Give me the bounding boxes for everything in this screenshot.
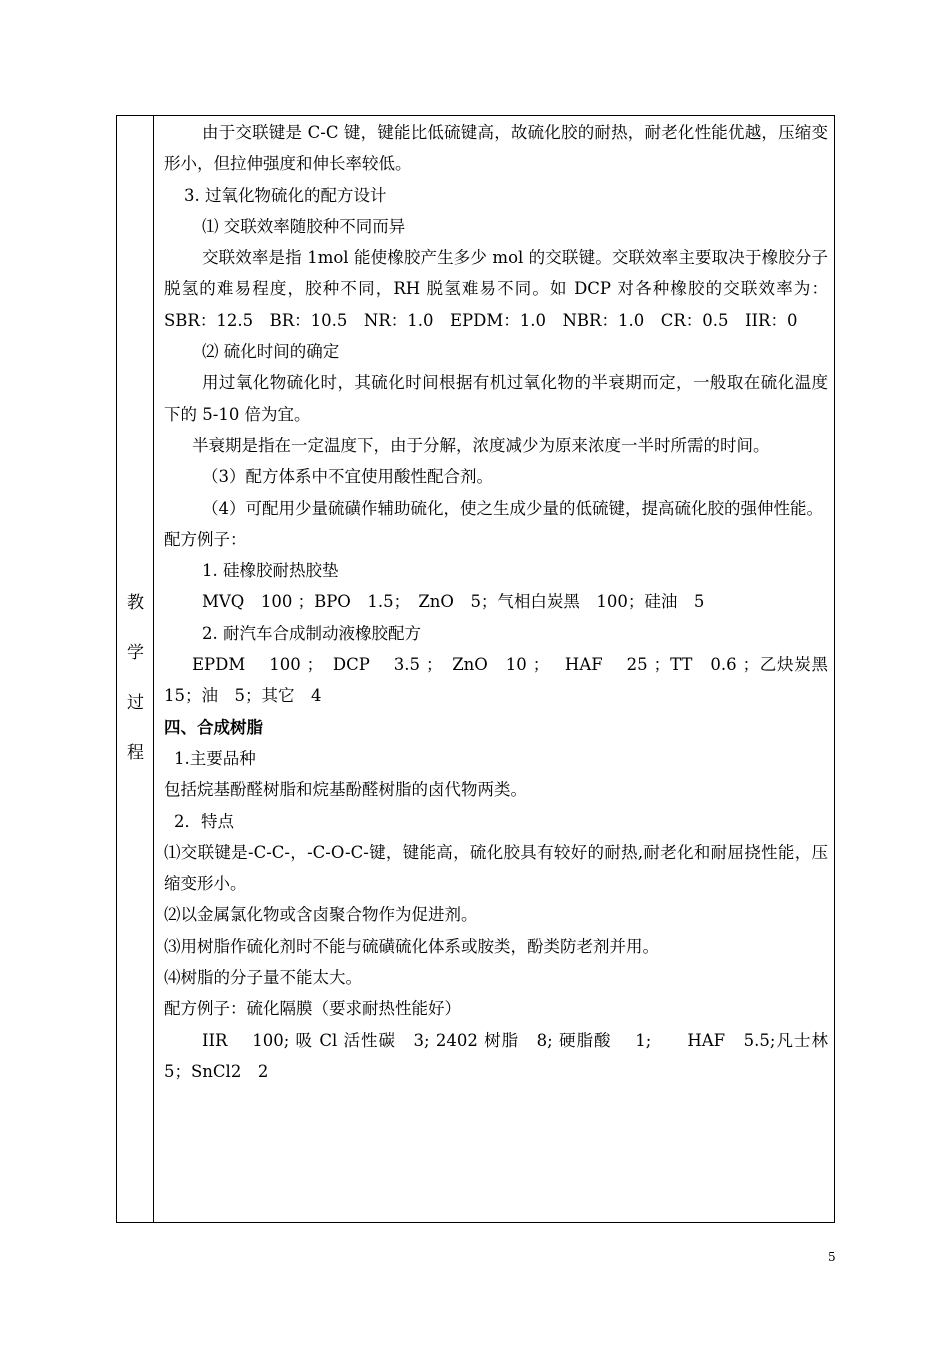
list-item: ⑵以金属氯化物或含卤聚合物作为促进剂。: [164, 905, 478, 925]
section-heading: 2．特点: [174, 811, 234, 831]
content-cell: [164, 117, 845, 1087]
side-label-column: [118, 578, 153, 778]
formula-line: EPDM 100 ； DCP 3.5 ； ZnO 10 ； HAF 25 ；TT 0.6 ；乙炔炭黑 15；油 5；其它 4: [164, 655, 845, 706]
example-title: 2. 耐汽车合成制动液橡胶配方: [202, 623, 421, 643]
formula-line: MVQ 100 ；BPO 1.5； ZnO 5；气相白炭黑 100；硅油 5: [202, 592, 705, 612]
paragraph: （3）配方体系中不宜使用酸性配合剂。: [202, 467, 493, 487]
paragraph: 由于交联键是 C-C 键，键能比低硫键高，故硫化胶的耐热，耐老化性能优越，压缩变形小，但拉伸强度和伸长率较低。: [164, 123, 828, 174]
example-title: 1. 硅橡胶耐热胶垫: [202, 561, 339, 581]
example-label: 配方例子：: [164, 529, 247, 549]
side-label-char: 教: [127, 593, 144, 613]
example-label: 配方例子：硫化隔膜（要求耐热性能好）: [164, 999, 461, 1019]
subsection-heading: ⑵ 硫化时间的确定: [202, 342, 340, 362]
paragraph: 包括烷基酚醛树脂和烷基酚醛树脂的卤代物两类。: [164, 780, 527, 800]
paragraph: 用过氧化物硫化时，其硫化时间根据有机过氧化物的半衰期而定，一般取在硫化温度下的 5-10 倍为宜。: [164, 373, 828, 424]
subsection-heading: ⑴ 交联效率随胶种不同而异: [202, 216, 406, 236]
list-item: ⑷树脂的分子量不能太大。: [164, 968, 362, 988]
paragraph: （4）可配用少量硫磺作辅助硫化，使之生成少量的低硫键，提高硫化胶的强伸性能。: [202, 498, 823, 518]
paragraph: 交联效率是指 1mol 能使橡胶产生多少 mol 的交联键。交联效率主要取决于橡胶分子脱氢的难易程度，胶种不同，RH 脱氢难易不同。如 DCP 对各种橡胶的交联效率为：SBR：12.5 BR：10.5 NR：1.0 EPDM：1.0 NBR：1.0 CR：0.5 IIR：0: [164, 248, 828, 330]
section-heading: 1.主要品种: [174, 748, 256, 768]
chapter-heading: 四、合成树脂: [164, 717, 263, 737]
formula-line: IIR 100; 吸 Cl 活性碳 3; 2402 树脂 8; 硬脂酸 1; HAF 5.5;凡士林 5；SnCl2 2: [164, 1030, 845, 1081]
paragraph: 半衰期是指在一定温度下，由于分解，浓度减少为原来浓度一半时所需的时间。: [192, 435, 770, 455]
side-label-char: 程: [127, 743, 144, 763]
side-label-char: 过: [127, 693, 144, 713]
side-label-char: 学: [127, 643, 144, 663]
page-number: 5: [828, 1250, 836, 1264]
list-item: ⑶用树脂作硫化剂时不能与硫磺硫化体系或胺类，酚类防老剂并用。: [164, 936, 659, 956]
column-divider: [153, 115, 154, 1223]
section-heading: 3. 过氧化物硫化的配方设计: [184, 185, 387, 205]
list-item: ⑴交联键是-C-C-，-C-O-C-键，键能高，硫化胶具有较好的耐热,耐老化和耐屈挠性能，压缩变形小。: [164, 842, 828, 894]
